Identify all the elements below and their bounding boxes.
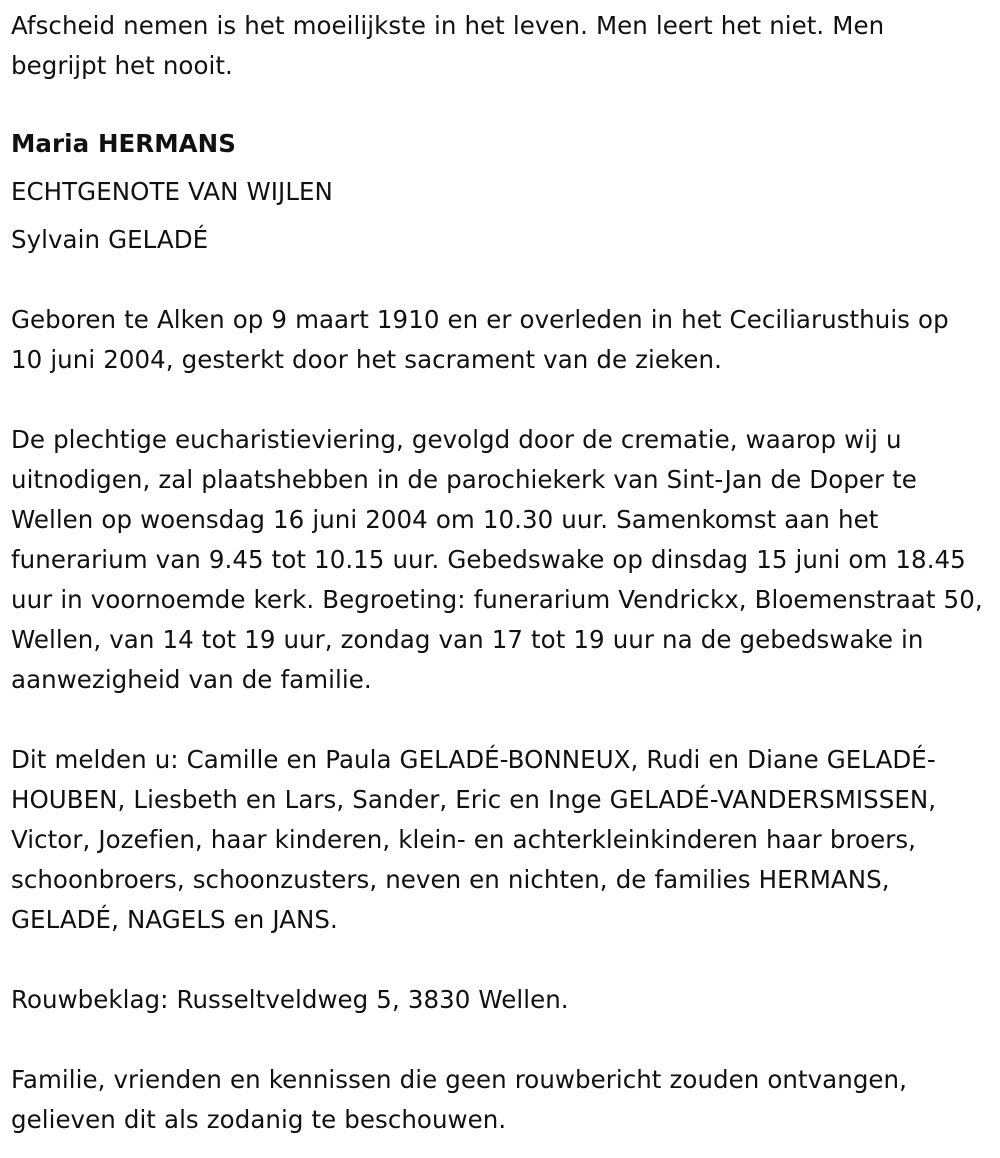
spouse-name: Sylvain GELADÉ	[11, 225, 209, 254]
ceremony-paragraph: De plechtige eucharistieviering, gevolgd door de crematie, waarop wij u uitnodigen, zal plaatshebben in de parochiekerk van Sint-Jan de Doper te Wellen op woensdag 16 juni 2004 om 10.30 uur. Samenkomst aan het funerarium van 9.45 tot 10.15 uur. Gebedswake op dinsdag 15 juni om 18.45 uur in voornoemde kerk. Begroeting: funerarium Vendrickx, Bloemenstraat 50, Wellen, van 14 tot 19 uur, zondag van 17 tot 19 uur na de gebedswake in aanwezigheid van de familie.	[11, 425, 983, 694]
closing-paragraph: Familie, vrienden en kennissen die geen rouwbericht zouden ontvangen, gelieven dit als zodanig te beschouwen.	[11, 1065, 907, 1134]
mourning-address: Rouwbeklag: Russeltveldweg 5, 3830 Wellen.	[11, 985, 569, 1014]
relationship-line: ECHTGENOTE VAN WIJLEN	[11, 177, 333, 206]
deceased-name: Maria HERMANS	[11, 129, 236, 158]
intro-paragraph: Afscheid nemen is het moeilijkste in het leven. Men leert het niet. Men begrijpt het nooit.	[11, 11, 885, 80]
family-paragraph: Dit melden u: Camille en Paula GELADÉ-BONNEUX, Rudi en Diane GELADÉ-HOUBEN, Liesbeth en Lars, Sander, Eric en Inge GELADÉ-VANDERSMISSEN, Victor, Jozefien, haar kinderen, klein- en achterkleinkinderen haar broers, schoonbroers, schoonzusters, neven en nichten, de families HERMANS, GELADÉ, NAGELS en JANS.	[11, 745, 937, 934]
birth-death-paragraph: Geboren te Alken op 9 maart 1910 en er overleden in het Ceciliarusthuis op 10 juni 2004, gesterkt door het sacrament van de zieken.	[11, 305, 949, 374]
